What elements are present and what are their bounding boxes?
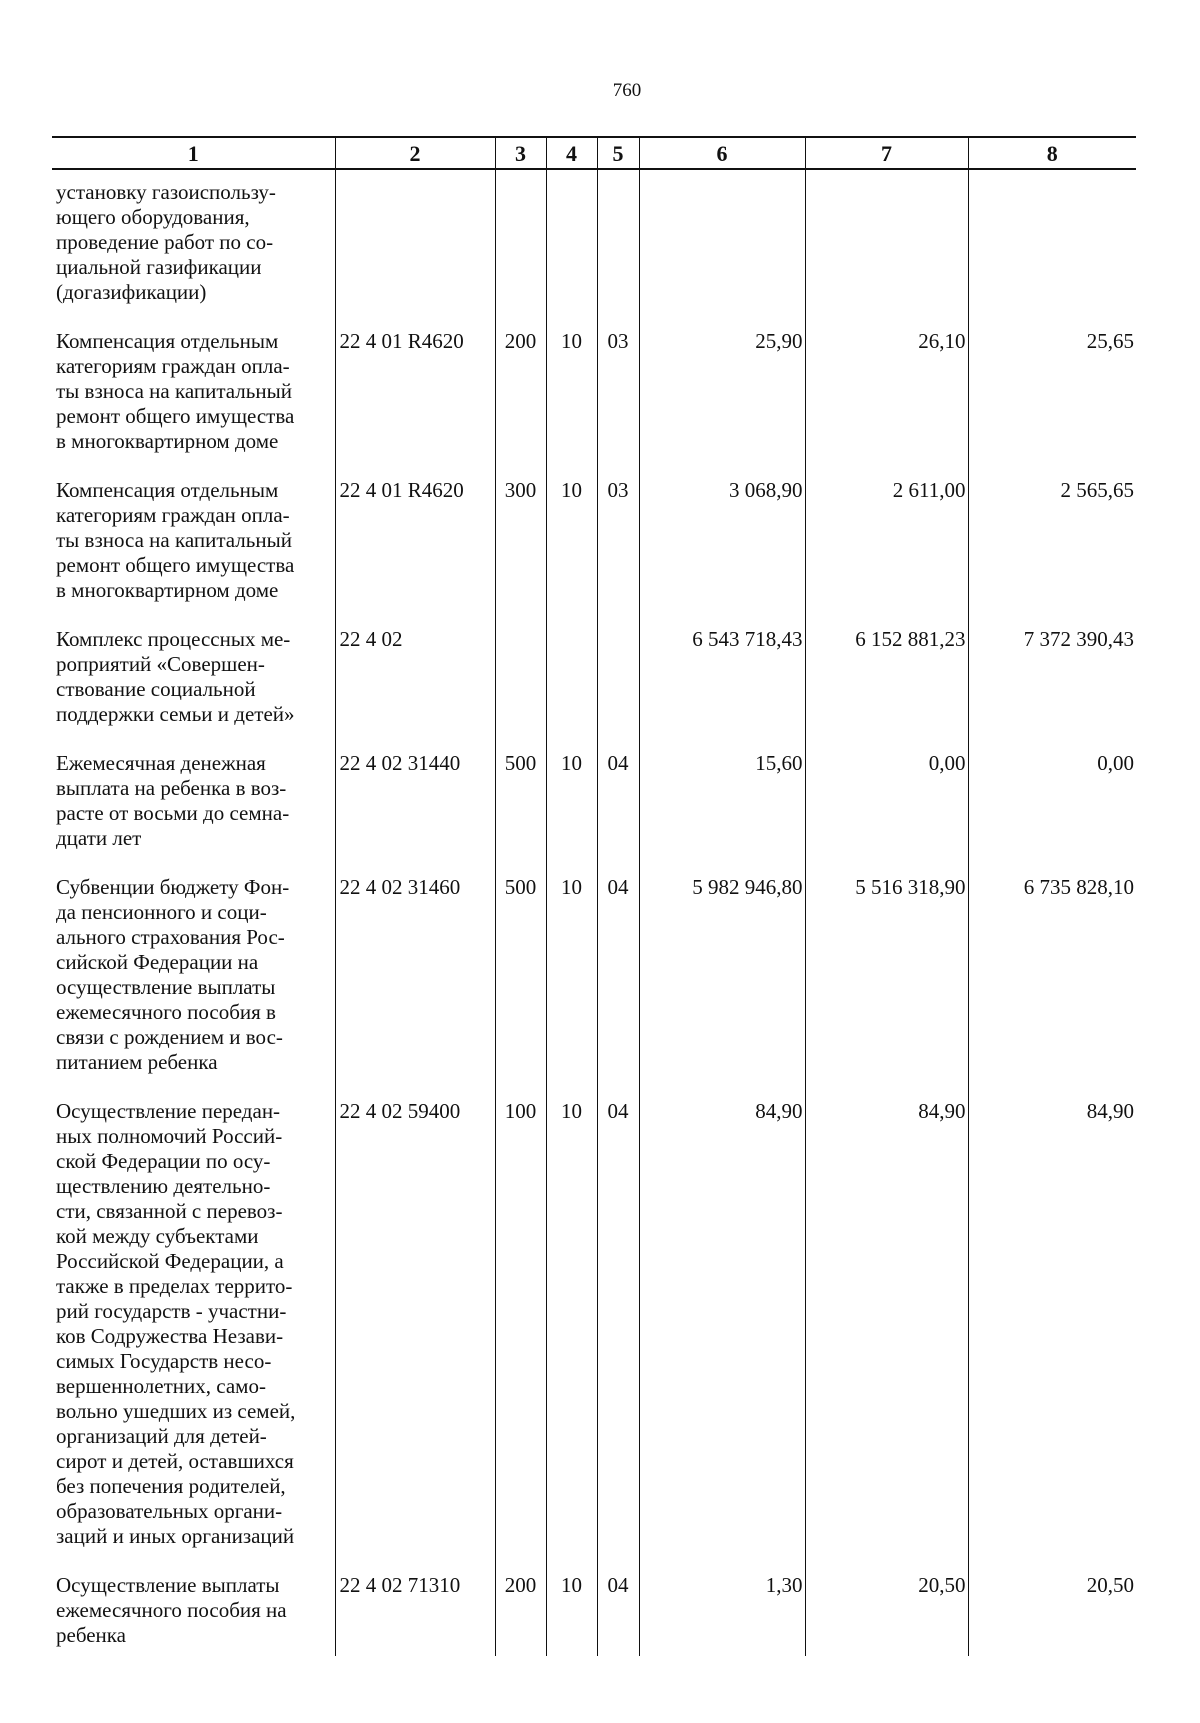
amount-col-8: 7 372 390,43 <box>968 621 1136 745</box>
section-code: 10 <box>546 869 597 1093</box>
amount-col-6: 6 543 718,43 <box>639 621 805 745</box>
column-header: 7 <box>805 137 968 169</box>
amount-col-7: 26,10 <box>805 323 968 472</box>
budget-code: 22 4 01 R4620 <box>335 472 495 621</box>
row-description: Ежемесячная денежная выплата на ребенка в воз- расте от восьми до семна- дцати лет <box>56 751 290 850</box>
table-row <box>52 1093 1136 1567</box>
row-description: Субвенции бюджету Фон- да пенсионного и соци- ального страхования Рос- сийской Федерации на осуществление выплаты ежемесячного пособия в связи с рождением и вос- питанием ребенка <box>56 875 290 1074</box>
amount-col-7: 6 152 881,23 <box>805 621 968 745</box>
table-header-row <box>52 137 1136 169</box>
section-code <box>546 621 597 745</box>
budget-table <box>52 136 1136 1656</box>
section-code: 10 <box>546 1567 597 1656</box>
subsection-code: 03 <box>597 323 639 472</box>
row-description: установку газоиспользу- ющего оборудования, проведение работ по со- циальной газификации (догазификации) <box>56 180 276 304</box>
subsection-code: 04 <box>597 745 639 869</box>
subsection-code: 03 <box>597 472 639 621</box>
expense-type-code <box>495 169 546 323</box>
amount-col-6: 15,60 <box>639 745 805 869</box>
amount-col-6: 25,90 <box>639 323 805 472</box>
amount-col-7: 2 611,00 <box>805 472 968 621</box>
amount-col-6: 84,90 <box>639 1093 805 1567</box>
amount-col-7: 5 516 318,90 <box>805 869 968 1093</box>
subsection-code: 04 <box>597 869 639 1093</box>
amount-col-6: 5 982 946,80 <box>639 869 805 1093</box>
expense-type-code: 200 <box>495 323 546 472</box>
section-code: 10 <box>546 745 597 869</box>
table-row <box>52 621 1136 745</box>
row-description: Компенсация отдельным категориям граждан опла- ты взноса на капитальный ремонт общего имущества в многоквартирном доме <box>56 329 295 453</box>
budget-code: 22 4 02 <box>335 621 495 745</box>
column-header: 3 <box>495 137 546 169</box>
expense-type-code: 200 <box>495 1567 546 1656</box>
expense-type-code: 500 <box>495 869 546 1093</box>
subsection-code <box>597 621 639 745</box>
amount-col-8: 2 565,65 <box>968 472 1136 621</box>
amount-col-7 <box>805 169 968 323</box>
expense-type-code: 500 <box>495 745 546 869</box>
column-header: 4 <box>546 137 597 169</box>
amount-col-7: 84,90 <box>805 1093 968 1567</box>
budget-code <box>335 169 495 323</box>
budget-code: 22 4 02 71310 <box>335 1567 495 1656</box>
amount-col-8: 25,65 <box>968 323 1136 472</box>
expense-type-code <box>495 621 546 745</box>
column-header: 8 <box>968 137 1136 169</box>
amount-col-8: 20,50 <box>968 1567 1136 1656</box>
row-description: Осуществление выплаты ежемесячного пособия на ребенка <box>56 1573 287 1647</box>
section-code: 10 <box>546 1093 597 1567</box>
table-row <box>52 472 1136 621</box>
subsection-code: 04 <box>597 1567 639 1656</box>
table-row <box>52 869 1136 1093</box>
budget-code: 22 4 02 31460 <box>335 869 495 1093</box>
row-description: Осуществление передан- ных полномочий Россий- ской Федерации по осу- ществлению деятельно- сти, связанной с перевоз- кой между субъектами Российской Федерации, а также в пределах террито- рий государств - участни- ков Содружества Незави- симых Государств несо- вершеннолетних, само- вольно ушедших из семей, организаций для детей- сирот и детей, оставшихся без попечения родителей, образовательных органи- заций и иных организаций <box>56 1099 296 1548</box>
column-header: 5 <box>597 137 639 169</box>
amount-col-7: 0,00 <box>805 745 968 869</box>
amount-col-6: 3 068,90 <box>639 472 805 621</box>
budget-code: 22 4 02 31440 <box>335 745 495 869</box>
column-header: 1 <box>52 137 335 169</box>
section-code: 10 <box>546 472 597 621</box>
expense-type-code: 100 <box>495 1093 546 1567</box>
row-description: Комплекс процессных ме- роприятий «Совершен- ствование социальной поддержки семьи и детей» <box>56 627 295 726</box>
amount-col-8: 0,00 <box>968 745 1136 869</box>
section-code: 10 <box>546 323 597 472</box>
table-row <box>52 323 1136 472</box>
table-row <box>52 745 1136 869</box>
page-number: 760 <box>612 80 642 101</box>
subsection-code <box>597 169 639 323</box>
row-description: Компенсация отдельным категориям граждан опла- ты взноса на капитальный ремонт общего имущества в многоквартирном доме <box>56 478 295 602</box>
subsection-code: 04 <box>597 1093 639 1567</box>
budget-code: 22 4 02 59400 <box>335 1093 495 1567</box>
amount-col-8 <box>968 169 1136 323</box>
amount-col-6: 1,30 <box>639 1567 805 1656</box>
column-header: 2 <box>335 137 495 169</box>
section-code <box>546 169 597 323</box>
amount-col-6 <box>639 169 805 323</box>
amount-col-7: 20,50 <box>805 1567 968 1656</box>
table-row <box>52 1567 1136 1656</box>
amount-col-8: 84,90 <box>968 1093 1136 1567</box>
column-header: 6 <box>639 137 805 169</box>
expense-type-code: 300 <box>495 472 546 621</box>
amount-col-8: 6 735 828,10 <box>968 869 1136 1093</box>
budget-code: 22 4 01 R4620 <box>335 323 495 472</box>
table-row <box>52 169 1136 323</box>
